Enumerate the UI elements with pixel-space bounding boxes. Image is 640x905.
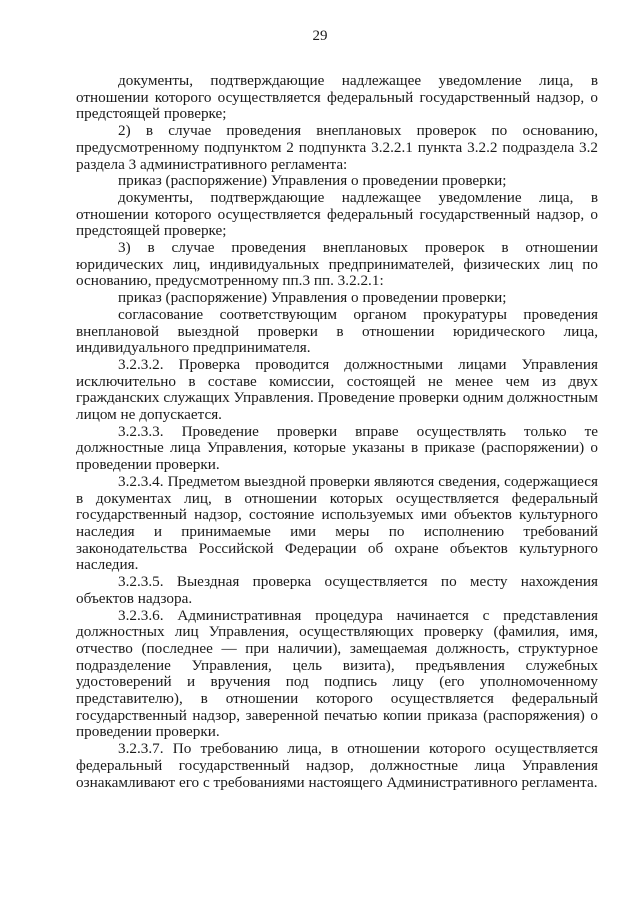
paragraph-3-2-3-7: 3.2.3.7. По требованию лица, в отношении которого осуществляется федеральный государственный надзор, должностные лица Управления ознакамливают его с требованиями настоящего Административного регламента. [76, 740, 598, 791]
paragraph-notification-docs-2: документы, подтверждающие надлежащее уведомление лица, в отношении которого осуществляется федеральный государственный надзор, о предстоящей проверке; [76, 188, 598, 240]
paragraph-order-2: приказ (распоряжение) Управления о проведении проверки; [118, 289, 507, 307]
page-number: 29 [312, 28, 328, 44]
paragraph-order-1: приказ (распоряжение) Управления о проведении проверки; [118, 172, 507, 190]
paragraph-prosecutor-approval: согласование соответствующим органом прокуратуры проведения внеплановой выездной проверки в отношении юридического лица, индивидуального предпринимателя. [76, 305, 598, 357]
paragraph-item-3: 3) в случае проведения внеплановых проверок в отношении юридических лиц, индивидуальных предпринимателей, физических лиц по основанию, предусмотренному пп.3 пп. 3.2.2.1: [76, 239, 598, 290]
paragraph-notification-docs-1: документы, подтверждающие надлежащее уведомление лица, в отношении которого осуществляется федеральный государственный надзор, о предстоящей проверке; [76, 72, 598, 123]
paragraph-3-2-3-2: 3.2.3.2. Проверка проводится должностными лицами Управления исключительно в составе комиссии, состоящей не менее чем из двух гражданских служащих Управления. Проведение проверки одним должностным лицом не допускается. [76, 355, 598, 424]
paragraph-3-2-3-3: 3.2.3.3. Проведение проверки вправе осуществлять только те должностные лица Управления, которые указаны в приказе (распоряжении) о проведении проверки. [76, 422, 598, 474]
paragraph-item-2: 2) в случае проведения внеплановых проверок по основанию, предусмотренному подпунктом 2 подпункта 3.2.2.1 пункта 3.2.2 подраздела 3.2 раздела 3 административного регламента: [76, 122, 598, 173]
document-body [76, 73, 598, 791]
paragraph-3-2-3-6: 3.2.3.6. Административная процедура начинается с представления должностных лиц Управления, осуществляющих проверку (фамилия, имя, отчество (последнее — при наличии), замещаемая должность, структурное подразделение Управления, цель визита), предъявления служебных удостоверений и вручения под подпись лицу (его уполномоченному представителю), в отношении которого осуществляется федеральный государственный надзор, заверенной печатью копии приказа (распоряжения) о проведении проверки. [76, 606, 598, 741]
paragraph-3-2-3-5: 3.2.3.5. Выездная проверка осуществляется по месту нахождения объектов надзора. [76, 573, 598, 607]
paragraph-3-2-3-4: 3.2.3.4. Предметом выездной проверки являются сведения, содержащиеся в документах лиц, в отношении которых осуществляется федеральный государственный надзор, состояние используемых ими объектов культурного наследия и принимаемые ими меры по исполнению требований законодательства Российской Федерации об охране объектов культурного наследия. [76, 472, 598, 574]
